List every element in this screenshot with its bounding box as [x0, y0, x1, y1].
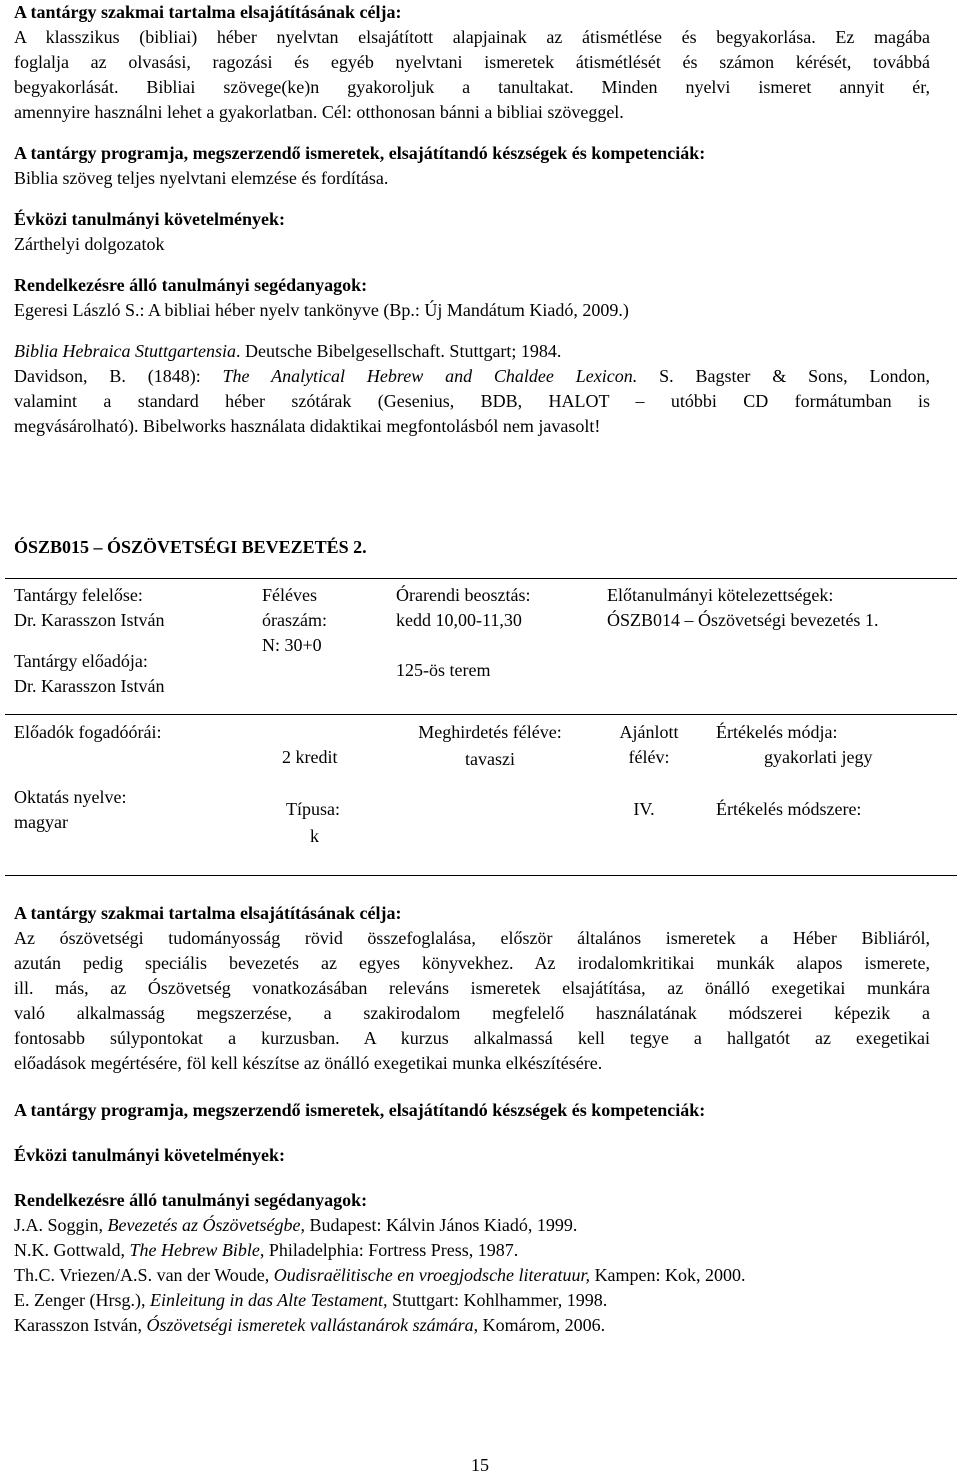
goal-text-2 — [14, 926, 930, 1076]
language-value: magyar — [14, 812, 68, 832]
evaluation-cell — [716, 720, 872, 822]
schedule-value: kedd 10,00-11,30 — [396, 610, 522, 630]
material-3-author: Davidson, B. (1848): — [14, 366, 223, 386]
office-hours-label: Előadók fogadóórái: — [14, 722, 162, 742]
goal-line: A klasszikus (bibliai) héber nyelvtan elsajátított alapjainak az átismétlése és begyakorlása. Ez magába — [14, 27, 930, 47]
announcement-label: Meghirdetés féléve: — [418, 722, 562, 742]
reference-author: J.A. Soggin, — [14, 1215, 108, 1235]
goal-line: Az ószövetségi tudományosság rövid összefoglalása, először általános ismeretek a Héber Bibliáról, — [14, 928, 930, 948]
credit-cell — [282, 745, 340, 849]
reference-author: Karasszon István, — [14, 1315, 147, 1335]
goal-text-1 — [14, 25, 930, 125]
reference-title: The Hebrew Bible — [129, 1240, 260, 1260]
material-3-title: The Analytical Hebrew and Chaldee Lexicon. — [222, 366, 638, 386]
evaluation-label: Értékelés módja: — [716, 722, 838, 742]
lecturer-value: Dr. Karasszon István — [14, 676, 165, 696]
material-2-title: Biblia Hebraica Stuttgartensia — [14, 341, 236, 361]
program-heading-1: A tantárgy programja, megszerzendő ismeretek, elsajátítandó készségek és kompetenciák: — [14, 143, 706, 163]
responsible-label: Tantárgy felelőse: — [14, 585, 143, 605]
goal-line: fontosabb súlypontokat a kurzusban. A kurzus alkalmassá kell tegye a hallgatót az exegetikai — [14, 1028, 930, 1048]
program-heading-2: A tantárgy programja, megszerzendő ismeretek, elsajátítandó készségek és kompetenciák: — [14, 1100, 706, 1120]
prerequisites-label: Előtanulmányi kötelezettségek: — [607, 585, 834, 605]
material-2 — [14, 339, 930, 364]
reference-author: N.K. Gottwald, — [14, 1240, 130, 1260]
requirements-heading-2: Évközi tanulmányi követelmények: — [14, 1145, 286, 1165]
prerequisites-value: ÓSZB014 – Ószövetségi bevezetés 1. — [607, 610, 879, 630]
material-3-line: valamint a standard héber szótárak (Gesenius, BDB, HALOT – utóbbi CD formátumban is — [14, 391, 930, 411]
reference-publisher: Stuttgart: Kohlhammer, 1998. — [387, 1290, 608, 1310]
material-3 — [14, 364, 930, 439]
reference-publisher: , Philadelphia: Fortress Press, 1987. — [259, 1240, 519, 1260]
announcement-value: tavaszi — [465, 749, 515, 769]
office-hours-cell — [14, 720, 161, 835]
type-label: Típusa: — [286, 799, 340, 819]
prerequisites-cell — [607, 583, 878, 633]
lecturer-label: Tantárgy előadója: — [14, 651, 148, 671]
material-1: Egeresi László S.: A bibliai héber nyelv tankönyve (Bp.: Új Mandátum Kiadó, 2009.) — [14, 300, 629, 320]
material-2-rest: . Deutsche Bibelgesellschaft. Stuttgart; 1984. — [236, 341, 562, 361]
requirements-heading-1: Évközi tanulmányi követelmények: — [14, 209, 286, 229]
reference — [14, 1213, 930, 1238]
reference-publisher: Budapest: Kálvin János Kiadó, 1999. — [304, 1215, 578, 1235]
program-text-1: Biblia szöveg teljes nyelvtani elemzése és fordítása. — [14, 168, 389, 188]
evaluation-value: gyakorlati jegy — [764, 747, 873, 767]
reference-title: Oudisraëlitische en vroegjodsche literatuur, — [273, 1265, 591, 1285]
reference — [14, 1313, 930, 1338]
goal-heading-2: A tantárgy szakmai tartalma elsajátításának célja: — [14, 903, 402, 923]
hours-label: Féléves — [262, 585, 317, 605]
hours-cell — [262, 583, 327, 658]
material-3-line: megvásárolható). Bibelworks használata didaktikai megfontolásból nem javasolt! — [14, 416, 601, 436]
announcement-cell — [402, 720, 578, 772]
course-info-table — [0, 560, 960, 876]
section-1 — [14, 0, 930, 439]
room-value: 125-ös terem — [396, 660, 491, 680]
reference-publisher: Kampen: Kok, 2000. — [590, 1265, 746, 1285]
schedule-label: Órarendi beosztás: — [396, 585, 531, 605]
evaluation-method-label: Értékelés módszere: — [716, 799, 862, 819]
goal-line: azután pedig speciális bevezetés az egyes könyvekhez. Az irodalomkritikai munkák alapos ismerete, — [14, 953, 930, 973]
recommended-label: Ajánlott — [619, 722, 679, 742]
hours-value: N: 30+0 — [262, 635, 322, 655]
goal-line: begyakorlását. Bibliai szövege(ke)n gyakoroljuk a tanultakat. Minden nyelvi ismeret annyit ér, — [14, 77, 930, 97]
language-label: Oktatás nyelve: — [14, 787, 127, 807]
table-middle-border — [5, 714, 957, 715]
goal-heading-1: A tantárgy szakmai tartalma elsajátításának célja: — [14, 2, 402, 22]
type-value: k — [310, 826, 319, 846]
goal-line: foglalja az olvasási, ragozási és egyéb nyelvtani ismeretek átismétlését és számon kérését, továbbá — [14, 52, 930, 72]
recommended-value: IV. — [633, 799, 655, 819]
reference — [14, 1263, 930, 1288]
course-title: ÓSZB015 – ÓSZÖVETSÉGI BEVEZETÉS 2. — [14, 537, 367, 557]
reference — [14, 1288, 930, 1313]
reference-title: Einleitung in das Alte Testament, — [149, 1290, 388, 1310]
goal-line: előadások megértésére, föl kell készítse az önálló exegetikai munka elkészítésére. — [14, 1053, 603, 1073]
recommended-semester-cell — [611, 720, 687, 822]
schedule-cell — [396, 583, 530, 683]
reference-author: Th.C. Vriezen/A.S. van der Woude, — [14, 1265, 274, 1285]
responsible-cell — [14, 583, 164, 699]
reference-author: E. Zenger (Hrsg.), — [14, 1290, 150, 1310]
reference-title: Ószövetségi ismeretek vallástanárok számára — [146, 1315, 474, 1335]
goal-line: való alkalmasság megszerzése, a szakirodalom megfelelő használatának módszerei képezik a — [14, 1003, 930, 1023]
hours-label: óraszám: — [262, 610, 327, 630]
section-2 — [14, 901, 930, 1338]
reference-title: Bevezetés az Ószövetségbe, — [107, 1215, 305, 1235]
credit-value: 2 kredit — [282, 747, 338, 767]
table-bottom-border — [5, 875, 957, 876]
goal-line: ill. más, az Ószövetség vonatkozásában releváns ismeretek elsajátítása, az önálló exegetikai munkára — [14, 978, 930, 998]
responsible-value: Dr. Karasszon István — [14, 610, 165, 630]
page-number: 15 — [471, 1455, 489, 1475]
requirements-text-1: Zárthelyi dolgozatok — [14, 234, 165, 254]
materials-heading-1: Rendelkezésre álló tanulmányi segédanyagok: — [14, 275, 368, 295]
goal-line: amennyire használni lehet a gyakorlatban. Cél: otthonosan bánni a bibliai szöveggel. — [14, 102, 624, 122]
material-3-publisher: S. Bagster & Sons, London, — [637, 366, 930, 386]
recommended-label: félév: — [628, 747, 670, 767]
table-top-border — [5, 578, 957, 579]
reference-publisher: , Komárom, 2006. — [473, 1315, 606, 1335]
reference — [14, 1238, 930, 1263]
materials-heading-2: Rendelkezésre álló tanulmányi segédanyagok: — [14, 1190, 368, 1210]
